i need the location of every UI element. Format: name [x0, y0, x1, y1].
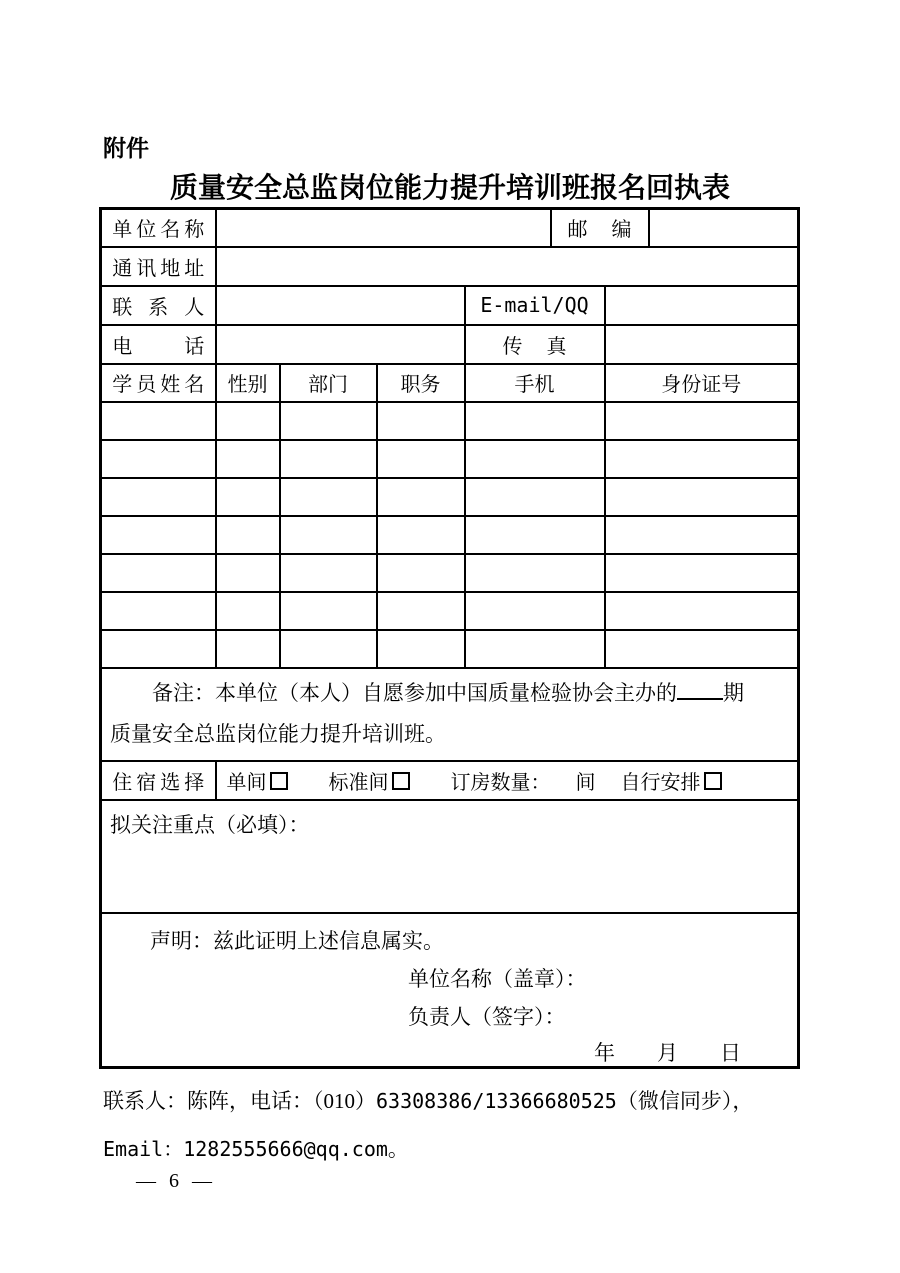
student-empty-cell	[377, 478, 465, 516]
option-single-room	[227, 772, 288, 794]
student-empty-cell	[101, 402, 216, 440]
standard-room-checkbox-icon	[392, 772, 410, 790]
page-title: 质量安全总监岗位能力提升培训班报名回执表	[169, 172, 730, 203]
col-header-department: 部门	[280, 364, 377, 402]
col-header-mobile: 手机	[465, 364, 605, 402]
student-empty-cell	[465, 592, 605, 630]
student-empty-cell	[280, 402, 377, 440]
accommodation-row	[101, 761, 799, 800]
student-empty-cell	[280, 592, 377, 630]
student-empty-cell	[605, 402, 799, 440]
student-empty-cell	[216, 516, 280, 554]
email-qq-label: E-mail/QQ	[465, 286, 605, 325]
student-empty-cell	[216, 554, 280, 592]
focus-row	[101, 800, 799, 913]
remark-row	[101, 668, 799, 761]
footer-email-line	[103, 1125, 753, 1173]
postal-code-input-cell	[649, 209, 799, 247]
student-empty-cell	[216, 440, 280, 478]
student-empty-cell	[605, 516, 799, 554]
page-number: — 6 —	[136, 1170, 216, 1192]
unit-seal-label: 单位名称（盖章）：	[408, 966, 587, 991]
student-empty-row	[101, 630, 799, 668]
remark-text	[110, 673, 785, 755]
col-header-id-number: 身份证号	[605, 364, 799, 402]
student-empty-row	[101, 402, 799, 440]
contact-label: 联系人	[112, 296, 205, 319]
fax-input-cell	[605, 325, 799, 364]
footer-phone-numbers: 63308386/13366680525	[376, 1089, 617, 1113]
student-empty-cell	[101, 592, 216, 630]
declaration-cell	[101, 913, 799, 1068]
date-label: 年 月 日	[594, 1040, 741, 1065]
student-empty-rows	[101, 402, 799, 668]
student-empty-cell	[377, 592, 465, 630]
accommodation-label-cell	[101, 761, 216, 800]
student-empty-cell	[280, 478, 377, 516]
footer-email-label: Email：	[103, 1137, 184, 1161]
student-empty-cell	[465, 516, 605, 554]
student-empty-cell	[377, 554, 465, 592]
student-empty-cell	[101, 630, 216, 668]
unit-name-label-cell	[101, 209, 216, 247]
fax-label-cell	[465, 325, 605, 364]
row-address	[101, 247, 799, 286]
phone-label-cell	[101, 325, 216, 364]
room-unit-label: 间	[575, 771, 596, 794]
footer-email-value: 1282555666@qq.com	[183, 1137, 388, 1161]
student-empty-cell	[101, 478, 216, 516]
phone-input-cell	[216, 325, 465, 364]
unit-name-label: 单位名称	[112, 219, 205, 242]
postal-code-label-cell	[551, 209, 649, 247]
student-empty-row	[101, 440, 799, 478]
accommodation-label: 住宿选择	[112, 771, 205, 794]
student-empty-row	[101, 592, 799, 630]
remark-cell	[101, 668, 799, 761]
standard-room-label: 标准间	[328, 771, 389, 794]
student-empty-cell	[377, 516, 465, 554]
student-empty-cell	[101, 440, 216, 478]
single-room-label: 单间	[226, 771, 267, 794]
student-name-header-label: 学员姓名	[112, 374, 205, 396]
focus-cell	[101, 800, 799, 913]
attachment-label: 附件	[103, 135, 149, 161]
student-empty-cell	[280, 516, 377, 554]
row-unit-name	[101, 209, 799, 247]
col-header-student-name	[101, 364, 216, 402]
phone-label: 电话	[112, 335, 205, 358]
footer-contact-line	[103, 1077, 753, 1125]
student-empty-cell	[101, 554, 216, 592]
student-empty-cell	[605, 440, 799, 478]
address-input-cell	[216, 247, 799, 286]
unit-name-input-cell	[216, 209, 551, 247]
focus-label: 拟关注重点（必填）：	[110, 812, 310, 837]
student-empty-cell	[377, 440, 465, 478]
student-empty-cell	[605, 592, 799, 630]
student-empty-cell	[216, 478, 280, 516]
self-arrange-checkbox-icon	[704, 772, 722, 790]
student-empty-cell	[465, 440, 605, 478]
row-contact	[101, 286, 799, 325]
blank-underline	[677, 696, 723, 700]
remark-label: 备注：	[152, 681, 215, 705]
student-empty-cell	[465, 478, 605, 516]
remark-suffix: 期	[723, 681, 744, 705]
footer-contact-suffix: （微信同步），	[616, 1089, 754, 1113]
accommodation-options-cell	[216, 761, 799, 800]
student-empty-cell	[605, 554, 799, 592]
student-empty-cell	[216, 592, 280, 630]
single-room-checkbox-icon	[270, 772, 288, 790]
footer-contact-info	[103, 1077, 753, 1173]
student-empty-row	[101, 554, 799, 592]
student-empty-cell	[216, 402, 280, 440]
room-quantity-label: 订房数量：	[450, 771, 551, 794]
postal-code-label: 邮编	[567, 219, 632, 242]
declaration-statement: 声明：兹此证明上述信息属实。	[150, 928, 444, 953]
student-empty-cell	[465, 554, 605, 592]
option-self-arrange	[621, 772, 722, 794]
student-empty-cell	[280, 630, 377, 668]
student-empty-cell	[377, 402, 465, 440]
student-empty-cell	[605, 630, 799, 668]
address-label: 通讯地址	[112, 257, 205, 280]
student-empty-cell	[377, 630, 465, 668]
contact-input-cell	[216, 286, 465, 325]
self-arrange-label: 自行安排	[620, 771, 701, 794]
contact-label-cell	[101, 286, 216, 325]
student-empty-cell	[465, 630, 605, 668]
declaration-row	[101, 913, 799, 1068]
signature-label: 负责人（签字）：	[408, 1004, 566, 1029]
fax-label: 传真	[502, 335, 567, 358]
student-empty-cell	[465, 402, 605, 440]
col-header-position: 职务	[377, 364, 465, 402]
student-empty-cell	[216, 630, 280, 668]
row-phone	[101, 325, 799, 364]
student-empty-row	[101, 478, 799, 516]
footer-contact-prefix: 联系人：陈阵，电话：（010）	[103, 1089, 376, 1113]
registration-form-table	[99, 207, 800, 1069]
student-empty-cell	[605, 478, 799, 516]
student-empty-cell	[101, 516, 216, 554]
student-empty-cell	[280, 440, 377, 478]
remark-body: 本单位（本人）自愿参加中国质量检验协会主办的	[215, 681, 677, 705]
student-table-header	[101, 364, 799, 402]
remark-line2: 质量安全总监岗位能力提升培训班。	[110, 722, 446, 746]
option-standard-room	[329, 772, 410, 794]
footer-email-suffix: 。	[387, 1137, 409, 1161]
student-empty-cell	[280, 554, 377, 592]
email-qq-input-cell	[605, 286, 799, 325]
col-header-gender: 性别	[216, 364, 280, 402]
student-empty-row	[101, 516, 799, 554]
address-label-cell	[101, 247, 216, 286]
